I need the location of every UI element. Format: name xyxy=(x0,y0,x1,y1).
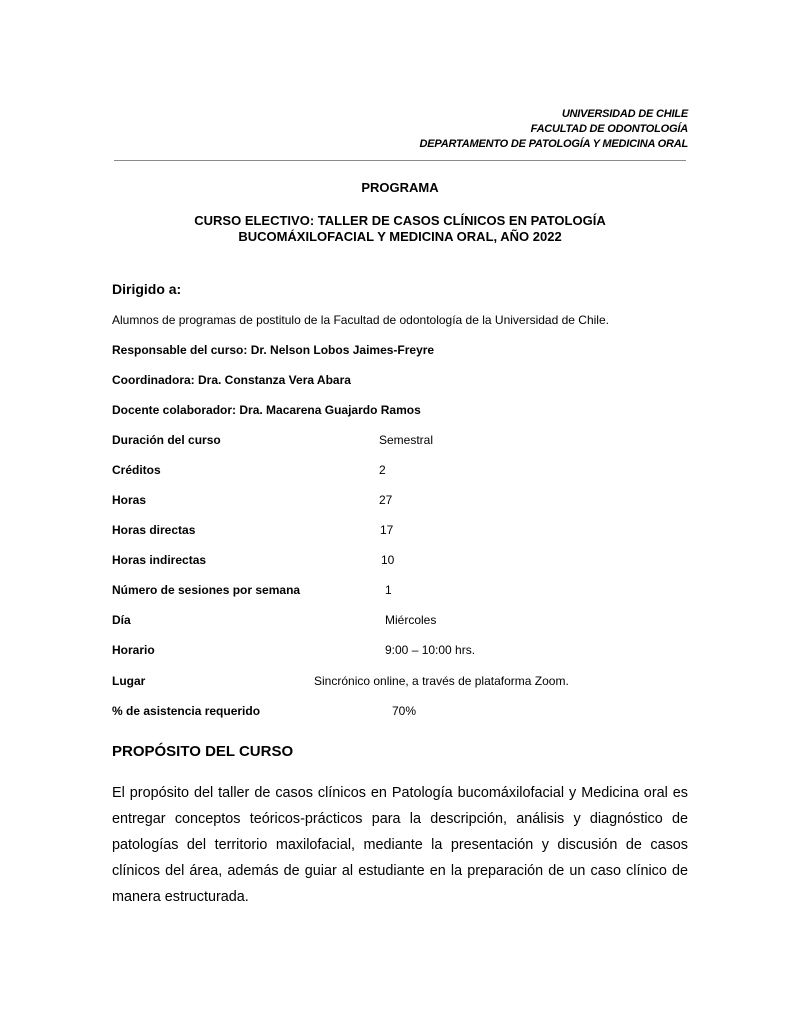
detail-value-place: Sincrónico online, a través de plataforma Zoom. xyxy=(314,674,569,688)
detail-label-duration: Duración del curso xyxy=(112,433,221,447)
course-title-line-1: CURSO ELECTIVO: TALLER DE CASOS CLÍNICOS EN PATOLOGÍA xyxy=(194,213,606,228)
document-title: PROGRAMA xyxy=(361,180,439,195)
detail-label-direct-hours: Horas directas xyxy=(112,523,196,537)
course-coordinator: Coordinadora: Dra. Constanza Vera Abara xyxy=(112,373,351,387)
detail-label-hours: Horas xyxy=(112,493,147,507)
detail-value-direct-hours: 17 xyxy=(380,523,394,537)
detail-value-credits: 2 xyxy=(379,463,386,477)
detail-label-schedule: Horario xyxy=(112,643,155,657)
detail-value-duration: Semestral xyxy=(379,433,434,447)
detail-label-indirect-hours: Horas indirectas xyxy=(112,553,207,567)
purpose-heading: PROPÓSITO DEL CURSO xyxy=(112,743,294,760)
course-title xyxy=(112,213,688,245)
header-divider xyxy=(114,160,686,161)
course-title-line-2: BUCOMÁXILOFACIAL Y MEDICINA ORAL, AÑO 2022 xyxy=(238,229,562,244)
collaborating-teacher: Docente colaborador: Dra. Macarena Guajardo Ramos xyxy=(112,403,421,417)
faculty-name: FACULTAD DE ODONTOLOGÍA xyxy=(530,123,688,135)
audience-heading: Dirigido a: xyxy=(112,281,182,297)
detail-label-attendance: % de asistencia requerido xyxy=(112,704,261,718)
detail-value-hours: 27 xyxy=(379,493,393,507)
detail-value-day: Miércoles xyxy=(385,613,437,627)
course-responsible: Responsable del curso: Dr. Nelson Lobos Jaimes-Freyre xyxy=(112,343,435,357)
university-name: UNIVERSIDAD DE CHILE xyxy=(561,108,688,120)
department-name: DEPARTAMENTO DE PATOLOGÍA Y MEDICINA ORAL xyxy=(419,138,688,150)
audience-text: Alumnos de programas de postitulo de la Facultad de odontología de la Universidad de Chile. xyxy=(112,313,609,327)
institution-header xyxy=(420,107,688,152)
detail-value-sessions: 1 xyxy=(385,583,392,597)
detail-value-schedule: 9:00 – 10:00 hrs. xyxy=(385,643,476,657)
detail-value-indirect-hours: 10 xyxy=(381,553,395,567)
purpose-paragraph: El propósito del taller de casos clínicos en Patología bucomáxilofacial y Medicina oral es entregar conceptos teóricos-prácticos para la descripción, análisis y diagnóstico de patologías del territorio maxilofacial, mediante la presentación y discusión de casos clínicos del área, además de guiar al estudiante en la preparación de un caso clínico de manera estructurada. xyxy=(112,785,688,905)
detail-label-place: Lugar xyxy=(112,674,146,688)
detail-label-day: Día xyxy=(112,613,131,627)
detail-value-attendance: 70% xyxy=(392,704,417,718)
detail-label-credits: Créditos xyxy=(112,463,161,477)
detail-label-sessions: Número de sesiones por semana xyxy=(112,583,301,597)
